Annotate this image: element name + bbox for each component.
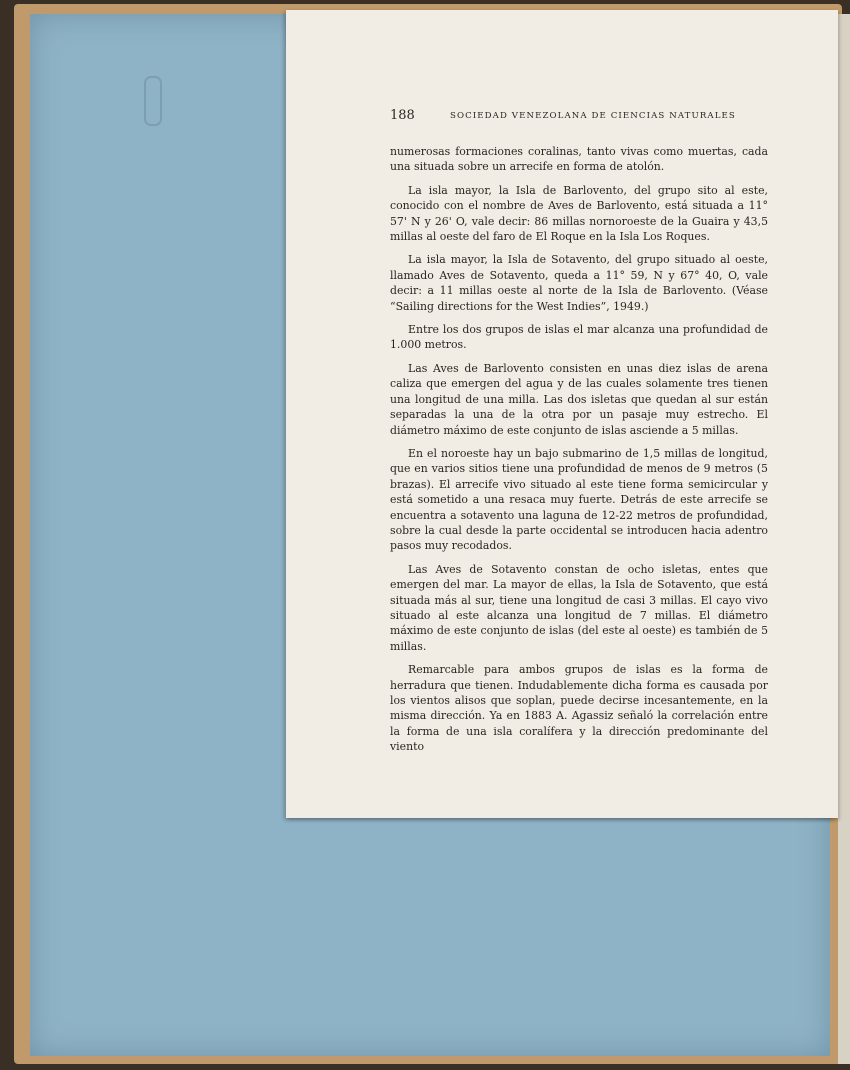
paragraph: numerosas formaciones coralinas, tanto vivas como muertas, cada una situada sobre un arrecife en forma de atolón. — [390, 145, 768, 174]
paragraph: La isla mayor, la Isla de Sotavento, del grupo situado al oeste, llamado Aves de Sotavento, queda a 11° 59, N y 67° 40, O, vale decir: a 11 millas oeste al norte de la Isla de Barlovento. (Véase “Sailing directions for the West Indies”, 1949.) — [390, 253, 768, 313]
body-text — [390, 144, 768, 763]
paragraph: Las Aves de Sotavento constan de ocho isletas, entes que emergen del mar. La mayor de ellas, la Isla de Sotavento, que está situada más al sur, tiene una longitud de casi 3 millas. El cayo vivo situado al este alcanza una longitud de 7 millas. El diámetro máximo de este conjunto de islas (del este al oeste) es también de 5 millas. — [390, 562, 768, 653]
next-page-edge — [838, 14, 850, 1064]
document-page — [286, 10, 838, 818]
paper-clip-mark — [144, 76, 162, 126]
paragraph: La isla mayor, la Isla de Barlovento, del grupo sito al este, conocido con el nombre de Aves de Barlovento, está situada a 11° 57' N y 26' O, vale decir: 86 millas nornoroeste de la Guaira y 43,5 millas al oeste del faro de El Roque en la Isla Los Roques. — [390, 183, 768, 244]
paragraph: Remarcable para ambos grupos de islas es la forma de herradura que tienen. Indudablemente dicha forma es causada por los vientos alisos que soplan, puede decirse incesantemente, en la misma dirección. Ya en 1883 A. Agassiz señaló la correlación entre la forma de una isla coralífera y la dirección predominante del viento — [390, 663, 768, 754]
page-header — [390, 108, 830, 128]
paragraph: En el noroeste hay un bajo submarino de 1,5 millas de longitud, que en varios sitios tiene una profundidad de menos de 9 metros (5 brazas). El arrecife vivo situado al este tiene forma semicircular y está sometido a una resaca muy fuerte. Detrás de este arrecife se encuentra a sotavento una laguna de 12-22 metros de profundidad, sobre la cual desde la parte occidental se introducen hacia adentro pasos muy recodados. — [390, 446, 768, 553]
paragraph: Entre los dos grupos de islas el mar alcanza una profundidad de 1.000 metros. — [390, 323, 768, 352]
running-title: SOCIEDAD VENEZOLANA DE CIENCIAS NATURALES — [450, 111, 736, 121]
paragraph: Las Aves de Barlovento consisten en unas diez islas de arena caliza que emergen del agua y de las cuales solamente tres tienen una longitud de una milla. Las dos isletas que quedan al sur están separadas la una de la otra por un pasaje muy estrecho. El diámetro máximo de este conjunto de islas asciende a 5 millas. — [390, 361, 768, 437]
page-number: 188 — [390, 108, 415, 123]
